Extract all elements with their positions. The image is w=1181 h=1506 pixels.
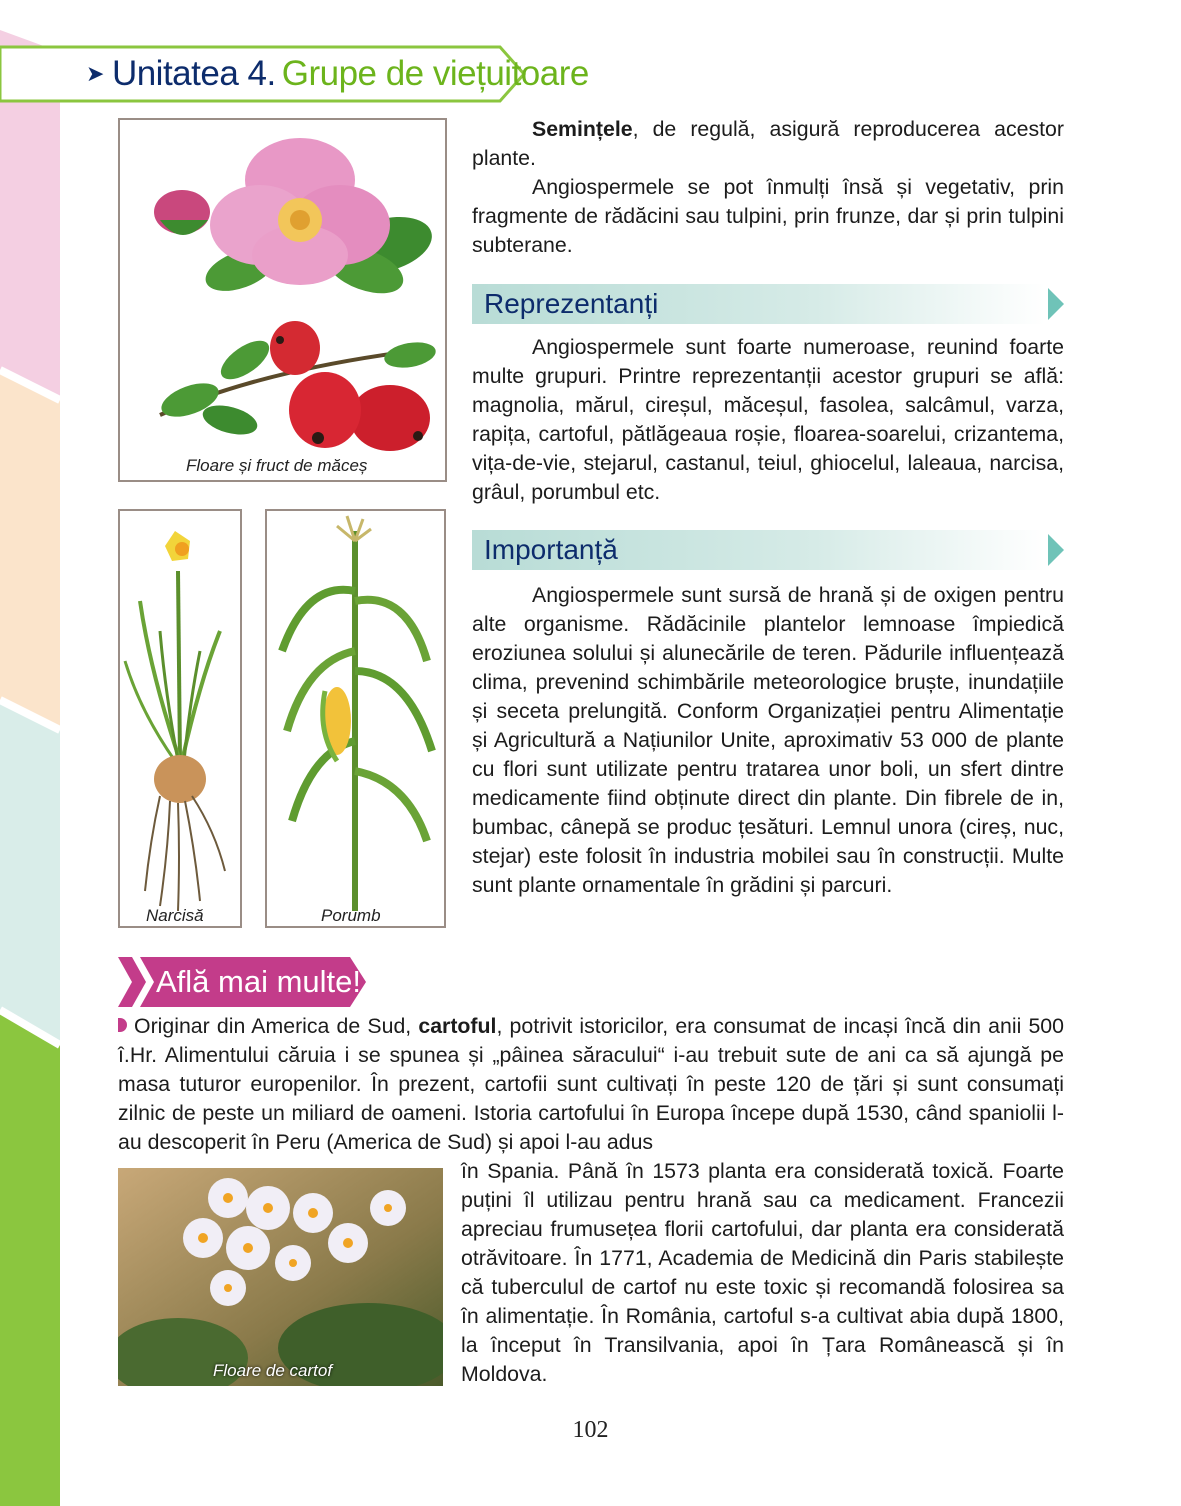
unit-topic: Grupe de viețuitoare bbox=[281, 54, 589, 93]
bullet-icon bbox=[118, 1018, 127, 1032]
potato-flower-photo bbox=[118, 1168, 443, 1386]
afla-paragraph-2: în Spania. Până în 1573 planta era considerată toxică. Foarte puțini îl utilizau pentru hrană sau ca medicament. Francezii apreciau frumusețea florii cartofului, dar planta era considerată otrăvitoare. În 1771, Academia de Medicină din Paris stabilește că tuberculul de cartof nu este toxic și recomandă folosirea sa în alimentație. În România, cartoful s-a cultivat abia după 1800, la început în Transilvania, apoi în Țara Românească și în Moldova. bbox=[461, 1159, 1064, 1386]
section-title: Importanță bbox=[484, 534, 618, 565]
corn-caption: Porumb bbox=[321, 906, 381, 925]
afla-title: Află mai multe! bbox=[156, 964, 362, 999]
rosehip-illustration bbox=[120, 120, 445, 480]
corn-illustration bbox=[267, 511, 444, 926]
triangle-right-icon bbox=[1048, 534, 1064, 566]
unit-header bbox=[86, 51, 589, 97]
chevron-right-icon: ➤ bbox=[86, 61, 104, 86]
intro-text-1: , de regulă, asigură reproducerea acestor plante. bbox=[472, 117, 1064, 170]
section-title: Reprezentanți bbox=[484, 288, 659, 319]
narcissus-caption: Narcisă bbox=[146, 906, 204, 925]
afla-mai-multe-banner bbox=[118, 957, 368, 1007]
potato-flower-illustration bbox=[118, 1168, 443, 1386]
afla-bold-term: cartoful bbox=[418, 1014, 497, 1038]
section-header-reprezentanti bbox=[472, 284, 1064, 324]
page-number: 102 bbox=[572, 1417, 609, 1443]
rosehip-photo bbox=[118, 118, 447, 482]
unit-number: Unitatea 4. bbox=[111, 54, 276, 93]
reprezentanti-paragraph: Angiospermele sunt foarte numeroase, reunind foarte multe grupuri. Printre reprezentanții acestor grupuri se află: magnolia, mărul, cireșul, măceșul, fasolea, salcâmul, varza, rapița, cartoful, pătlăgeaua roșie, floarea-soarelui, crizantema, vița-de-vie, stejarul, castanul, teiul, ghiocelul, laleaua, narcisa, grâul, porumbul etc. bbox=[472, 335, 1064, 504]
section-header-importanta bbox=[472, 530, 1064, 570]
afla-text-start: Originar din America de Sud, bbox=[134, 1014, 419, 1038]
rosehip-caption: Floare și fruct de măceș bbox=[186, 456, 368, 475]
narcissus-photo bbox=[118, 509, 242, 928]
corn-photo bbox=[265, 509, 446, 928]
importanta-paragraph: Angiospermele sunt sursă de hrană și de oxigen pentru alte organisme. Rădăcinile plantelor lemnoase împiedică eroziunea solului și alunecările de teren. Pădurile influențează clima, prevenind schimbările meteorologice bruște, inundațiile și seceta prelungită. Conform Organizației pentru Alimentație și Agricultură a Națiunilor Unite, aproximativ 53 000 de plante cu flori sunt utilizate pentru tratarea unor boli, un sfert dintre medicamente fiind obținute direct din plante. Din fibrele de in, bumbac, cânepă se produc țesături. Lemnul unora (cireș, nuc, stejar) este folosit în industria mobilei sau în construcții. Multe sunt plante ornamentale în grădini și parcuri. bbox=[472, 583, 1064, 897]
narcissus-illustration bbox=[120, 511, 240, 926]
afla-paragraph-1 bbox=[118, 1012, 1064, 1157]
intro-paragraph-1 bbox=[472, 115, 1064, 173]
afla-text-rest: , potrivit istoricilor, era consumat de incași încă din anii 500 î.Hr. Alimentului căruia i se spunea și „pâinea săracului“ i-au trebuit sute de ani ca să ajungă pe masa tuturor europenilor. În prezent, cartofii sunt cultivați în peste 120 de țări și sunt consumați zilnic de peste un miliard de oameni. Istoria cartofului în Europa începe după 1530, când spaniolii l-au descoperit în Peru (America de Sud) și apoi l-au adus bbox=[118, 1014, 1064, 1154]
intro-bold-term: Semințele bbox=[532, 117, 633, 141]
intro-paragraph-2: Angiospermele se pot înmulți însă și vegetativ, prin fragmente de rădăcini sau tulpini, prin frunze, dar și prin tulpini subterane. bbox=[472, 175, 1064, 257]
triangle-right-icon bbox=[1048, 288, 1064, 320]
potato-flower-caption: Floare de cartof bbox=[213, 1361, 333, 1380]
decorative-side-stripe bbox=[0, 0, 60, 1506]
